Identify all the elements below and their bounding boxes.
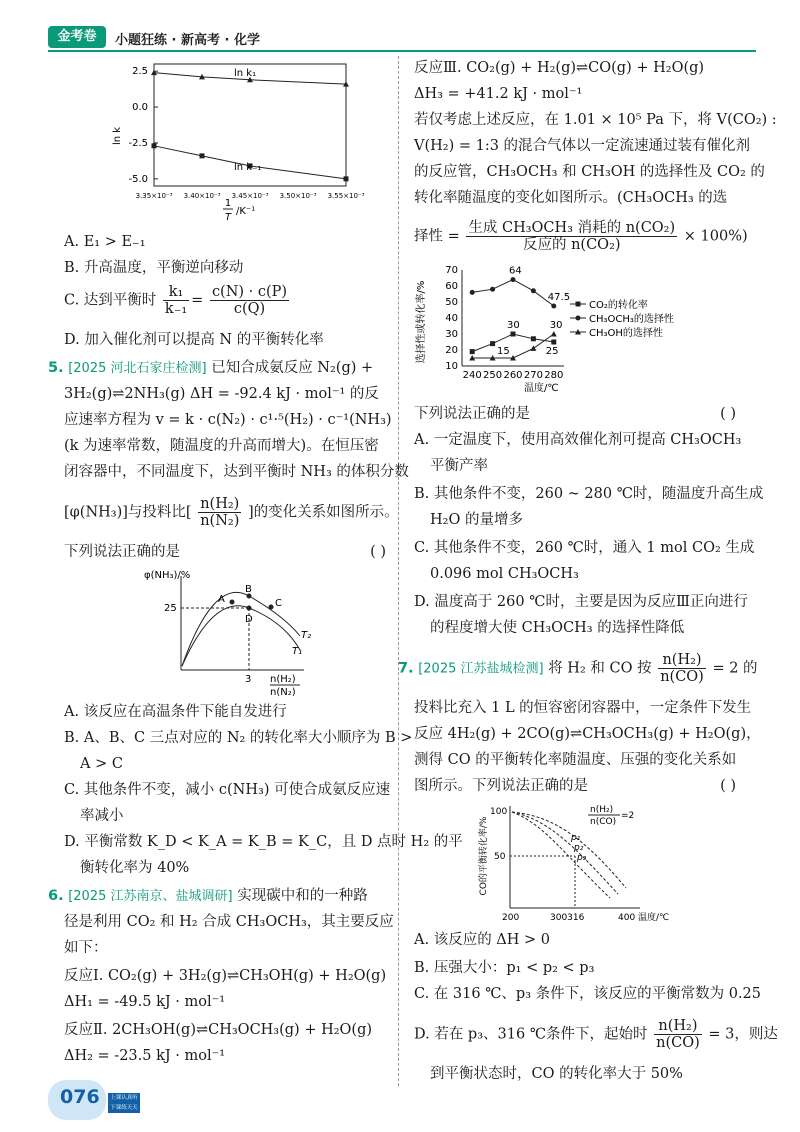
q4-option-d: D. 加入催化剂可以提高 N 的平衡转化率 bbox=[64, 332, 324, 348]
label-d: D bbox=[245, 614, 253, 625]
label-t1: T₁ bbox=[292, 646, 303, 657]
q7-line-4: 图所示。下列说法正确的是 ( ) bbox=[414, 778, 736, 794]
lnk-point bbox=[200, 153, 205, 158]
sel-point bbox=[470, 349, 475, 354]
co-conversion-chart bbox=[414, 798, 744, 928]
sel-xtick: 250 bbox=[483, 370, 503, 381]
label-p2: p₂ bbox=[574, 843, 584, 853]
q5-line-2: 应速率方程为 v = k · c(N₂) · c¹·⁵(H₂) · c⁻¹(NH₃) bbox=[64, 412, 392, 428]
column-divider bbox=[398, 56, 399, 1086]
q6-reaction-1: 反应Ⅰ. CO₂(g) + 3H₂(g)⇌CH₃OH(g) + H₂O(g) bbox=[64, 968, 387, 984]
sel-xtick: 260 bbox=[503, 370, 523, 381]
lnk-xlabel-num: 1 bbox=[224, 198, 232, 209]
nh3-ytick: 25 bbox=[164, 603, 177, 614]
q5-source: [2025 河北石家庄检测] bbox=[68, 361, 207, 376]
q6-option-4: C. 其他条件不变，260 ℃时，通入 1 mol CO₂ 生成 bbox=[414, 540, 755, 556]
q5-line-5: [φ(NH₃)]与投料比[ $\frac{\text{n(H₂)}}{\text{n(N₂)}}$ ]的变化关系如图所示。 bbox=[64, 496, 399, 529]
co-note-val: =2 bbox=[621, 811, 635, 821]
q5-option-2: A > C bbox=[80, 756, 123, 772]
q5-line-4: 闭容器中，不同温度下，达到平衡时 NH₃ 的体积分数 bbox=[64, 464, 409, 480]
q6-selectivity-formula: 择性 = 生成 CH₃OCH₃ 消耗的 n(CO₂) 反应的 n(CO₂) × 100%) bbox=[414, 220, 748, 253]
nh3-xlabel-num: n(H₂) bbox=[270, 674, 296, 685]
label-p3: p₃ bbox=[577, 853, 587, 863]
sel-legend-marker bbox=[576, 316, 581, 321]
q7-line-2: 反应 4H₂(g) + 2CO(g)⇌CH₃OCH₃(g) + H₂O(g)， bbox=[414, 726, 761, 742]
lnk-ylabel: ln k bbox=[112, 126, 123, 146]
q6-number: 6. bbox=[48, 888, 64, 904]
k-ratio: $\frac{\text{k₁}}{\text{k₋₁}}$ bbox=[164, 284, 188, 317]
sel-series-line bbox=[472, 334, 554, 358]
q5-line-1: 3H₂(g)⇌2NH₃(g) ΔH = -92.4 kJ · mol⁻¹ 的反 bbox=[64, 386, 379, 402]
sel-ytick: 30 bbox=[445, 329, 458, 340]
selectivity-chart bbox=[414, 262, 744, 402]
sel-xtick: 280 bbox=[544, 370, 564, 381]
sel-point bbox=[551, 331, 557, 337]
co-note-den: n(CO) bbox=[590, 817, 617, 827]
q6-option-6: D. 温度高于 260 ℃时，主要是因为反应Ⅲ正向进行 bbox=[414, 594, 748, 610]
q5-option-1: B. A、B、C 三点对应的 N₂ 的转化率大小顺序为 B > bbox=[64, 730, 413, 746]
lnk-xtick: 3.50×10⁻³ bbox=[279, 192, 317, 200]
q6-answer-bracket[interactable]: ( ) bbox=[720, 406, 736, 422]
sel-point bbox=[511, 332, 516, 337]
q6-line-2: 如下： bbox=[64, 940, 108, 956]
q6-question: 下列说法正确的是 ( ) bbox=[414, 406, 736, 422]
q6-line-1: 径是利用 CO₂ 和 H₂ 合成 CH₃OCH₃，其主要反应 bbox=[64, 914, 394, 930]
q4-option-a: A. E₁ > E₋₁ bbox=[64, 234, 146, 250]
q7-ratio: $\frac{\text{n(H₂)}}{n(CO)}$ bbox=[660, 652, 704, 685]
q6-header: 6. [2025 江苏南京、盐城调研] 实现碳中和的一种路 bbox=[48, 888, 368, 904]
sel-point bbox=[511, 277, 516, 282]
label-a: A bbox=[218, 594, 225, 605]
sel-data-label: 47.5 bbox=[547, 292, 571, 303]
sel-point bbox=[551, 304, 556, 309]
lnk-xlabel-den: T bbox=[224, 212, 232, 223]
sel-ytick: 40 bbox=[445, 313, 458, 324]
q6-option-7: 的程度增大使 CH₃OCH₃ 的选择性降低 bbox=[430, 620, 685, 636]
q6-option-3: H₂O 的量增多 bbox=[430, 512, 523, 528]
sel-xtick: 270 bbox=[523, 370, 543, 381]
q7-d-ratio: $\frac{\text{n(H₂)}}{n(CO)}$ bbox=[656, 1018, 700, 1051]
q7-source: [2025 江苏盐城检测] bbox=[418, 661, 544, 677]
nh3-ylabel: φ(NH₃)/% bbox=[144, 570, 191, 581]
sel-ylabel: 选择性或转化率/% bbox=[416, 280, 427, 364]
lnk-xlabel-unit: /K⁻¹ bbox=[236, 206, 256, 217]
sel-point bbox=[490, 341, 495, 346]
curve-t2 bbox=[182, 592, 303, 666]
lnk-xtick: 3.45×10⁻³ bbox=[231, 192, 269, 200]
point-d bbox=[247, 606, 252, 611]
page-number: 076 bbox=[60, 1086, 100, 1108]
q5-line-3: (k 为速率常数，随温度的升高而增大)。在恒压密 bbox=[64, 438, 379, 454]
q5-option-3: C. 其他条件不变，减小 c(NH₃) 可使合成氨反应速 bbox=[64, 782, 391, 798]
sel-point bbox=[530, 345, 536, 351]
nh3-xtick: 3 bbox=[245, 674, 252, 685]
label-b: B bbox=[245, 584, 252, 595]
lnk-xtick: 3.40×10⁻³ bbox=[183, 192, 221, 200]
q7-option-0: A. 该反应的 ΔH > 0 bbox=[414, 932, 551, 948]
q6-reaction-3: 反应Ⅲ. CO₂(g) + H₂(g)⇌CO(g) + H₂O(g) bbox=[414, 60, 705, 76]
sel-data-label: 30 bbox=[549, 320, 563, 331]
co-xtick-400: 400 bbox=[618, 913, 636, 923]
label-p1: p₁ bbox=[571, 833, 581, 843]
co-note-num: n(H₂) bbox=[590, 805, 614, 815]
sel-ytick: 60 bbox=[445, 281, 458, 292]
sel-ytick: 70 bbox=[445, 265, 458, 276]
sel-point bbox=[490, 287, 495, 292]
q5-option-5: D. 平衡常数 K_D < K_A = K_B = K_C，且 D 点时 H₂ 的平 bbox=[64, 834, 463, 850]
q6-dh1: ΔH₁ = -49.5 kJ · mol⁻¹ bbox=[64, 994, 226, 1010]
q7-line-3: 测得 CO 的平衡转化率随温度、压强的变化关系如 bbox=[414, 752, 737, 768]
lnk-chart bbox=[64, 56, 386, 234]
lnk-ytick: 0.0 bbox=[132, 102, 148, 114]
q5-header bbox=[48, 358, 373, 379]
q4-option-c: C. 达到平衡时 $\frac{\text{k₁}}{\text{k₋₁}}$ = $\frac{c(N) \cdot c(P)}{c(Q)}$ bbox=[64, 284, 288, 317]
q7-header: 7. [2025 江苏盐城检测] 将 H₂ 和 CO 按 $\frac{\text{n(H₂)}}{n(CO)}$ = 2 的 bbox=[398, 652, 758, 685]
sel-data-label: 64 bbox=[509, 265, 522, 277]
lnk-point bbox=[344, 176, 349, 181]
q6-right-line-5: 转化率随温度的变化如图所示。(CH₃OCH₃ 的选 bbox=[414, 190, 728, 206]
q5-option-6: 衡转化率为 40% bbox=[80, 860, 190, 876]
q7-number: 7. bbox=[398, 660, 414, 677]
q6-option-5: 0.096 mol CH₃OCH₃ bbox=[430, 566, 579, 582]
q6-reaction-2: 反应Ⅱ. 2CH₃OH(g)⇌CH₃OCH₃(g) + H₂O(g) bbox=[64, 1022, 373, 1038]
sel-ytick: 10 bbox=[445, 361, 458, 372]
lnk-series-label: ln k₋₁ bbox=[234, 162, 262, 173]
co-xtick-300316: 300316 bbox=[550, 913, 585, 923]
sel-ytick: 50 bbox=[445, 297, 458, 308]
lnk-series-label: ln k₁ bbox=[234, 68, 257, 79]
sel-data-label: 30 bbox=[507, 320, 520, 331]
q5-question: 下列说法正确的是 ( ) bbox=[64, 544, 386, 560]
lnk-ytick: 2.5 bbox=[132, 66, 148, 78]
lnk-ytick: -2.5 bbox=[128, 137, 148, 149]
label-t2: T₂ bbox=[301, 630, 312, 641]
sel-legend-label: CH₃OH的选择性 bbox=[589, 328, 663, 339]
q5-option-4: 率减小 bbox=[80, 808, 124, 824]
nh3-chart bbox=[64, 566, 386, 696]
lnk-xtick: 3.55×10⁻³ bbox=[327, 192, 365, 200]
sel-data-label: 25 bbox=[545, 346, 559, 357]
co-ytick-100: 100 bbox=[490, 807, 508, 817]
q5-option-0: A. 该反应在高温条件下能自发进行 bbox=[64, 704, 287, 720]
q6-source: [2025 江苏南京、盐城调研] bbox=[68, 889, 233, 904]
curve-t1 bbox=[182, 606, 303, 666]
q7-answer-bracket[interactable]: ( ) bbox=[720, 778, 736, 794]
sel-ytick: 20 bbox=[445, 345, 458, 356]
header-rule bbox=[48, 50, 756, 52]
sel-point bbox=[470, 290, 475, 295]
q-ratio: $\frac{c(N) \cdot c(P)}{c(Q)}$ bbox=[211, 284, 288, 317]
sel-xlabel: 温度/℃ bbox=[524, 383, 559, 394]
co-xtick-200: 200 bbox=[502, 913, 520, 923]
q7-option-1: B. 压强大小：p₁ < p₂ < p₃ bbox=[414, 960, 595, 976]
q4-option-c-text: C. 达到平衡时 bbox=[64, 292, 157, 309]
q4-option-b: B. 升高温度，平衡逆向移动 bbox=[64, 260, 244, 276]
sel-legend-label: CO₂的转化率 bbox=[589, 300, 648, 311]
co-ytick-50: 50 bbox=[494, 852, 506, 862]
sel-point bbox=[531, 288, 536, 293]
label-c: C bbox=[275, 598, 282, 609]
q5-answer-bracket[interactable]: ( ) bbox=[370, 544, 386, 560]
footer-slogan: 上课认真听 下课练天天 bbox=[108, 1093, 140, 1113]
point-c bbox=[269, 605, 274, 610]
sel-point bbox=[551, 340, 556, 345]
point-a bbox=[230, 600, 235, 605]
q6-right-line-2: 若仅考虑上述反应，在 1.01 × 10⁵ Pa 下，将 V(CO₂) : bbox=[414, 112, 777, 128]
q6-right-line-3: V(H₂) = 1:3 的混合气体以一定流速通过装有催化剂 bbox=[414, 138, 751, 154]
q6-dh2: ΔH₂ = -23.5 kJ · mol⁻¹ bbox=[64, 1048, 226, 1064]
sel-series-line bbox=[472, 280, 554, 306]
q7-option-3: D. 若在 p₃、316 ℃条件下，起始时 $\frac{\text{n(H₂)}}{n(CO)}$ = 3，则达 bbox=[414, 1018, 778, 1051]
sel-legend-label: CH₃OCH₃的选择性 bbox=[589, 314, 674, 325]
lnk-xtick: 3.35×10⁻³ bbox=[135, 192, 173, 200]
q6-option-1: 平衡产率 bbox=[430, 458, 488, 474]
sel-xtick: 240 bbox=[462, 370, 482, 381]
sel-legend-marker bbox=[576, 302, 581, 307]
q7-line-1: 投料比充入 1 L 的恒容密闭容器中，一定条件下发生 bbox=[414, 700, 752, 716]
co-xlabel: 温度/℃ bbox=[638, 913, 670, 923]
q6-dh3: ΔH₃ = +41.2 kJ · mol⁻¹ bbox=[414, 86, 583, 102]
q5-number: 5. bbox=[48, 360, 64, 376]
sel-data-label: 15 bbox=[497, 346, 510, 357]
q7-option-2: C. 在 316 ℃、p₃ 条件下，该反应的平衡常数为 0.25 bbox=[414, 986, 762, 1002]
sel-point bbox=[531, 336, 536, 341]
q6-option-2: B. 其他条件不变，260 ~ 280 ℃时，随温度升高生成 bbox=[414, 486, 764, 502]
co-ylabel: CO的平衡转化率/% bbox=[479, 816, 489, 896]
q5-line-0: 已知合成氨反应 N₂(g) + bbox=[211, 360, 374, 376]
q7-option-5: 到平衡状态时，CO 的转化率大于 50% bbox=[430, 1066, 683, 1082]
q6-option-0: A. 一定温度下，使用高效催化剂可提高 CH₃OCH₃ bbox=[414, 432, 742, 448]
lnk-point bbox=[152, 143, 157, 148]
nh3-xlabel-den: n(N₂) bbox=[270, 687, 296, 696]
selectivity-fraction: 生成 CH₃OCH₃ 消耗的 n(CO₂) 反应的 n(CO₂) bbox=[468, 220, 676, 253]
q6-right-line-4: 的反应管，CH₃OCH₃ 和 CH₃OH 的选择性及 CO₂ 的 bbox=[414, 164, 765, 180]
lnk-ytick: -5.0 bbox=[128, 173, 148, 185]
q5-ratio: $\frac{\text{n(H₂)}}{\text{n(N₂)}}$ bbox=[200, 496, 240, 529]
header-title: 小题狂练 · 新高考 · 化学 bbox=[115, 33, 260, 48]
brand-badge: 金考卷 bbox=[48, 26, 106, 48]
